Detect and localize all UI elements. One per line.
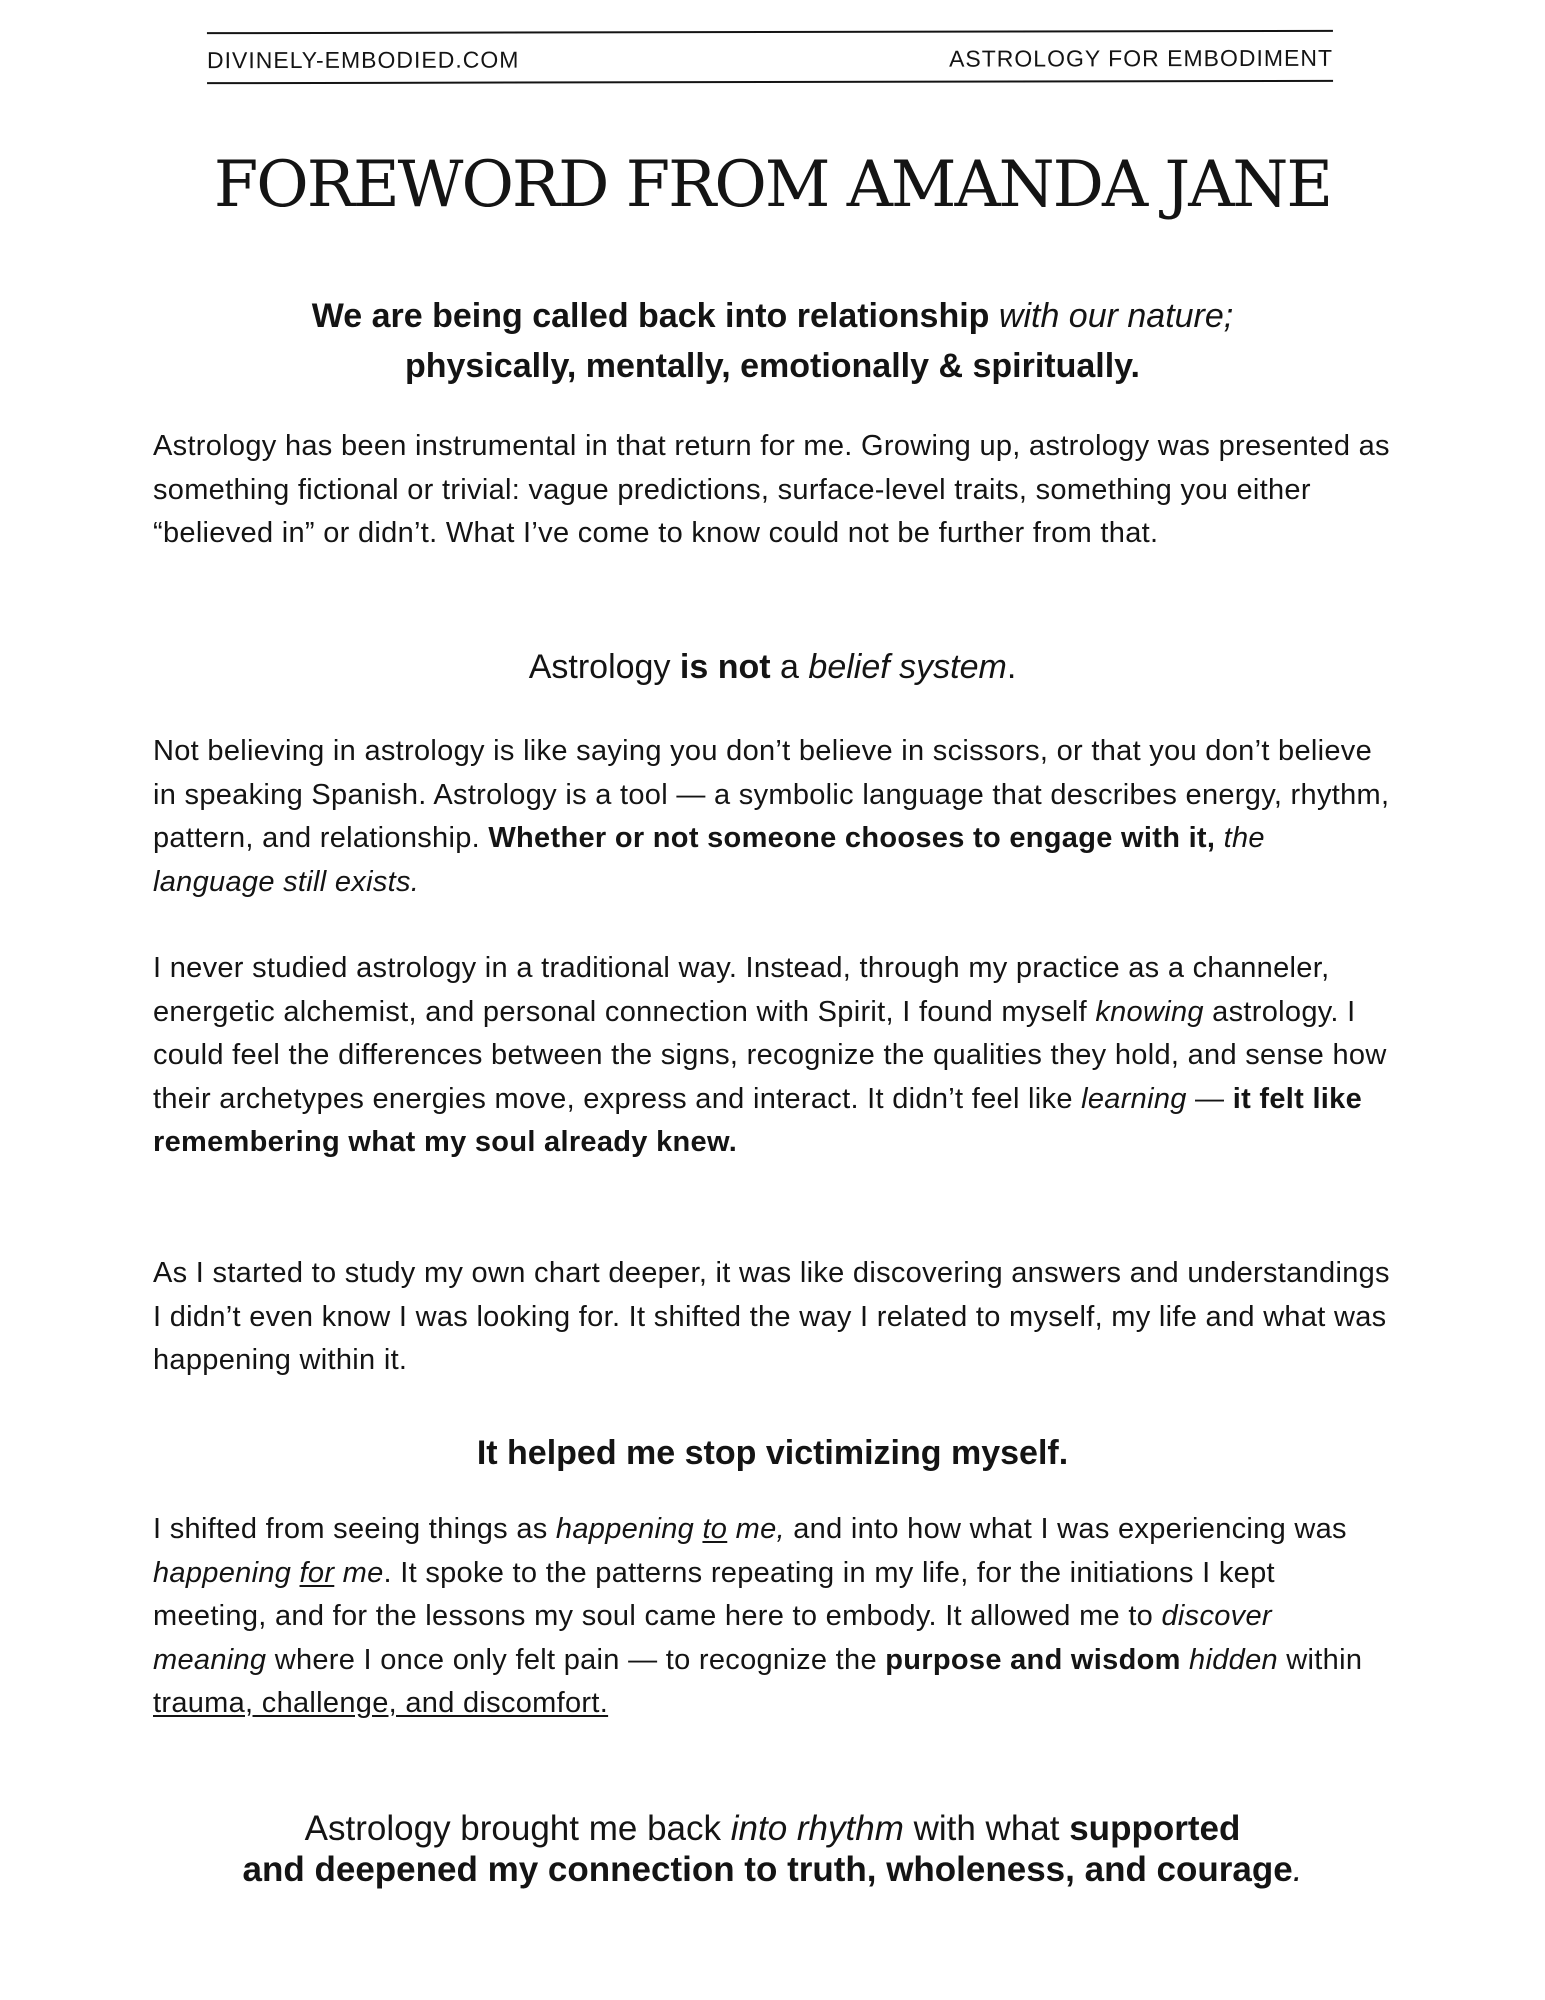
statement-part: Astrology	[528, 648, 680, 686]
closing-bold: supported	[1069, 1809, 1241, 1848]
paragraph-1: Astrology has been instrumental in that return for me. Growing up, astrology was presented as something fictional or trivial: vague predictions, surface-level traits, something you either “believed in” or didn’t. What I’ve come to know could not be further from that.	[153, 430, 1390, 549]
intro-bold-2: physically, mentally, emotionally & spiritually.	[404, 347, 1140, 385]
intro-italic-1: with our nature;	[989, 297, 1234, 335]
paragraph-4: As I started to study my own chart deeper, it was like discovering answers and understandings I didn’t even know I was looking for. It shifted the way I related to myself, my life and what was happening within it.	[153, 1257, 1390, 1376]
p6-italic: hidden	[1180, 1643, 1278, 1676]
p6-underline: to	[702, 1513, 728, 1545]
p3-text: I never studied astrology in a traditional way. Instead, through my practice as a channeler, energetic alchemist, and personal connection with Spirit, I found myself	[153, 952, 1330, 1028]
paragraph-3	[153, 947, 1393, 1165]
p2-italic: the language still exists.	[153, 822, 1265, 898]
statement-period: .	[1006, 648, 1017, 686]
p3-italic: knowing	[1095, 995, 1204, 1028]
p6-text: within	[1277, 1643, 1363, 1676]
p6-text: I shifted from seeing things as	[153, 1513, 556, 1545]
site-url: DIVINELY-EMBODIED.COM	[206, 46, 520, 73]
header-tagline: ASTROLOGY FOR EMBODIMENT	[949, 44, 1334, 72]
intro-bold-1: We are being called back into relationship	[311, 297, 990, 335]
p6-text: . It spoke to the patterns repeating in my life, for the initiations I kept meeting, and for the lessons my soul came here to embody. It allowed me to	[153, 1556, 1275, 1632]
closing-italic: into rhythm	[730, 1809, 904, 1848]
closing-bold: and deepened my connection to truth, wholeness, and courage	[242, 1850, 1293, 1889]
p6-text: where I once only felt pain — to recognize the	[266, 1643, 886, 1676]
p6-underline: for	[299, 1556, 335, 1589]
closing-period: .	[1292, 1850, 1303, 1889]
p6-italic: me,	[727, 1513, 785, 1545]
belief-statement	[140, 642, 1405, 692]
p2-bold: Whether or not someone chooses to engage with it,	[488, 822, 1216, 854]
closing-text: with what	[903, 1809, 1070, 1848]
p2-text: Not believing in astrology is like saying you don’t believe in scissors, or that you don’t believe in speaking Spanish. Astrology is a tool — a symbolic language that describes energy, rhythm, pattern, and relationship.	[153, 735, 1390, 854]
p3-dash: —	[1186, 1082, 1233, 1115]
page-title: FOREWORD FROM AMANDA JANE	[213, 148, 1332, 222]
page-header	[207, 30, 1333, 84]
p6-italic: happening	[153, 1556, 300, 1589]
paragraph-6	[153, 1508, 1393, 1726]
closing-text: Astrology brought me back	[304, 1809, 731, 1848]
closing-statement	[140, 1808, 1405, 1890]
heading-bold: It helped me stop victimizing myself.	[476, 1434, 1069, 1472]
intro-statement	[140, 291, 1405, 391]
victimizing-heading	[140, 1428, 1405, 1478]
p6-italic: me	[334, 1556, 384, 1589]
p3-bold: it felt like remembering what my soul already knew.	[153, 1082, 1363, 1158]
p6-italic: discover meaning	[153, 1600, 1272, 1676]
statement-part: a	[770, 648, 809, 686]
paragraph-2	[153, 730, 1393, 904]
p6-text: and into how what I was experiencing was	[784, 1513, 1347, 1545]
p3-italic: learning	[1081, 1082, 1187, 1115]
p3-text: astrology. I could feel the differences between the signs, recognize the qualities they hold, and sense how their archetypes energies move, express and interact. It didn’t feel like	[153, 995, 1387, 1115]
p6-italic: happening	[555, 1513, 703, 1545]
p6-bold: purpose and wisdom	[885, 1643, 1181, 1676]
statement-italic: belief system	[808, 648, 1007, 686]
statement-bold: is not	[679, 648, 771, 686]
p6-underline: trauma, challenge, and discomfort.	[153, 1687, 609, 1719]
